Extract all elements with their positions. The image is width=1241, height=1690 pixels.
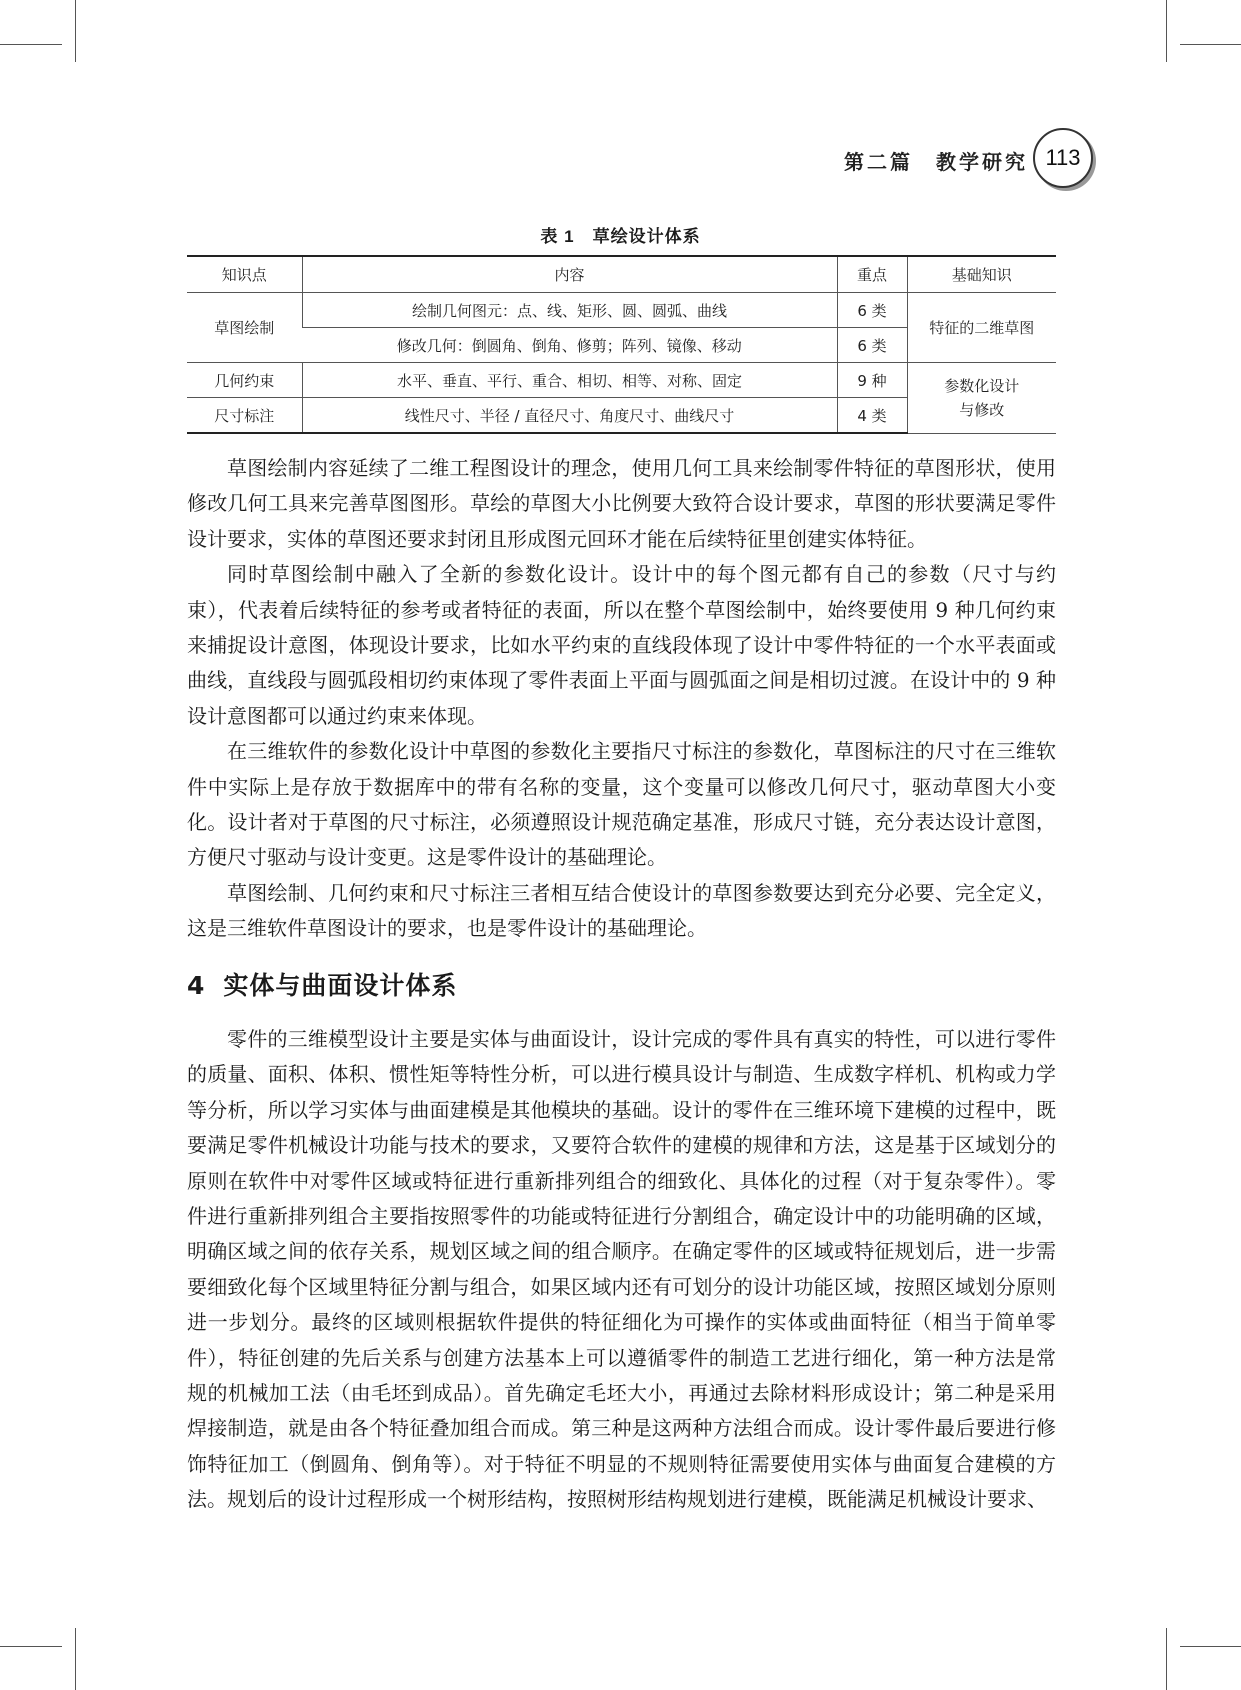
column-header: 内容	[302, 256, 837, 293]
section-title: 实体与曲面设计体系	[223, 971, 458, 1000]
page-header	[844, 138, 1028, 182]
table-cell-content: 线性尺寸、半径 / 直径尺寸、角度尺寸、曲线尺寸	[302, 398, 837, 434]
crop-mark	[75, 1628, 76, 1690]
running-head: 第二篇 教学研究	[844, 149, 1028, 174]
table-cell-basis: 特征的二维草图	[907, 293, 1056, 363]
table-cell-content: 水平、垂直、平行、重合、相切、相等、对称、固定	[302, 363, 837, 398]
column-header: 重点	[837, 256, 907, 293]
paragraph: 在三维软件的参数化设计中草图的参数化主要指尺寸标注的参数化，草图标注的尺寸在三维软件中实际上是存放于数据库中的带有名称的变量，这个变量可以修改几何尺寸，驱动草图大小变化。设计者对于草图的尺寸标注，必须遵照设计规范确定基准，形成尺寸链，充分表达设计意图，方便尺寸驱动与设计变更。这是零件设计的基础理论。	[187, 739, 1056, 870]
crop-mark	[1166, 1628, 1167, 1690]
crop-mark	[1180, 44, 1241, 45]
table-row	[187, 363, 1056, 398]
table-caption: 表 1 草绘设计体系	[540, 227, 701, 246]
section-number: 4	[187, 971, 206, 1000]
crop-mark	[0, 44, 62, 45]
table-header-row	[187, 256, 1056, 293]
crop-mark	[1166, 0, 1167, 62]
table-cell-topic: 草图绘制	[187, 293, 302, 363]
table-cell-key: 6 类	[837, 328, 907, 363]
table-cell-topic: 尺寸标注	[187, 398, 302, 434]
table-row	[187, 293, 1056, 328]
table-cell-basis-line: 与修改	[959, 400, 1005, 419]
paragraph: 同时草图绘制中融入了全新的参数化设计。设计中的每个图元都有自己的参数（尺寸与约束），代表着后续特征的参考或者特征的表面，所以在整个草图绘制中，始终要使用 9 种几何约束来捕捉设计意图，体现设计要求，比如水平约束的直线段体现了设计中零件特征的一个水平表面或曲线，直线段与圆弧段相切约束体现了零件表面上平面与圆弧面之间是相切过渡。在设计中的 9 种设计意图都可以通过约束来体现。	[187, 562, 1056, 728]
crop-mark	[1180, 1646, 1241, 1647]
paragraph: 零件的三维模型设计主要是实体与曲面设计，设计完成的零件具有真实的特性，可以进行零件的质量、面积、体积、惯性矩等特性分析，可以进行模具设计与制造、生成数字样机、机构或力学等分析，所以学习实体与曲面建模是其他模块的基础。设计的零件在三维环境下建模的过程中，既要满足零件机械设计功能与技术的要求，又要符合软件的建模的规律和方法，这是基于区域划分的原则在软件中对零件区域或特征进行重新排列组合的细致化、具体化的过程（对于复杂零件）。零件进行重新排列组合主要指按照零件的功能或特征进行分割组合，确定设计中的功能明确的区域，明确区域之间的依存关系，规划区域之间的组合顺序。在确定零件的区域或特征规划后，进一步需要细致化每个区域里特征分割与组合，如果区域内还有可划分的设计功能区域，按照区域划分原则进一步划分。最终的区域则根据软件提供的特征细化为可操作的实体或曲面特征（相当于简单零件），特征创建的先后关系与创建方法基本上可以遵循零件的制造工艺进行细化，第一种方法是常规的机械加工法（由毛坯到成品）。首先确定毛坯大小，再通过去除材料形成设计；第二种是采用焊接制造，就是由各个特征叠加组合而成。第三种是这两种方法组合而成。设计零件最后要进行修饰特征加工（倒圆角、倒角等）。对于特征不明显的不规则特征需要使用实体与曲面复合建模的方法。规划后的设计过程形成一个树形结构，按照树形结构规划进行建模，既能满足机械设计要求、	[187, 1027, 1056, 1512]
table-cell-basis	[907, 363, 1056, 434]
body-text-block	[187, 1022, 1056, 1518]
knowledge-table	[187, 255, 1056, 434]
column-header: 基础知识	[907, 256, 1056, 293]
table-cell-topic: 几何约束	[187, 363, 302, 398]
body-text-block	[187, 451, 1056, 947]
table-cell-key: 9 种	[837, 363, 907, 398]
table-cell-content: 修改几何：倒圆角、倒角、修剪；阵列、镜像、移动	[302, 328, 837, 363]
table-cell-content: 绘制几何图元：点、线、矩形、圆、圆弧、曲线	[302, 293, 837, 328]
table-cell-key: 6 类	[837, 293, 907, 328]
crop-mark	[0, 1646, 62, 1647]
column-header: 知识点	[187, 256, 302, 293]
section-heading	[187, 966, 457, 1002]
table-cell-basis-line: 参数化设计	[944, 376, 1020, 395]
paragraph: 草图绘制、几何约束和尺寸标注三者相互结合使设计的草图参数要达到充分必要、完全定义，这是三维软件草图设计的要求，也是零件设计的基础理论。	[187, 880, 1056, 941]
page-number: 113	[1033, 128, 1093, 188]
table-cell-key: 4 类	[837, 398, 907, 434]
paragraph: 草图绘制内容延续了二维工程图设计的理念，使用几何工具来绘制零件特征的草图形状，使用修改几何工具来完善草图图形。草绘的草图大小比例要大致符合设计要求，草图的形状要满足零件设计要求，实体的草图还要求封闭且形成图元回环才能在后续特征里创建实体特征。	[187, 456, 1056, 551]
crop-mark	[75, 0, 76, 62]
